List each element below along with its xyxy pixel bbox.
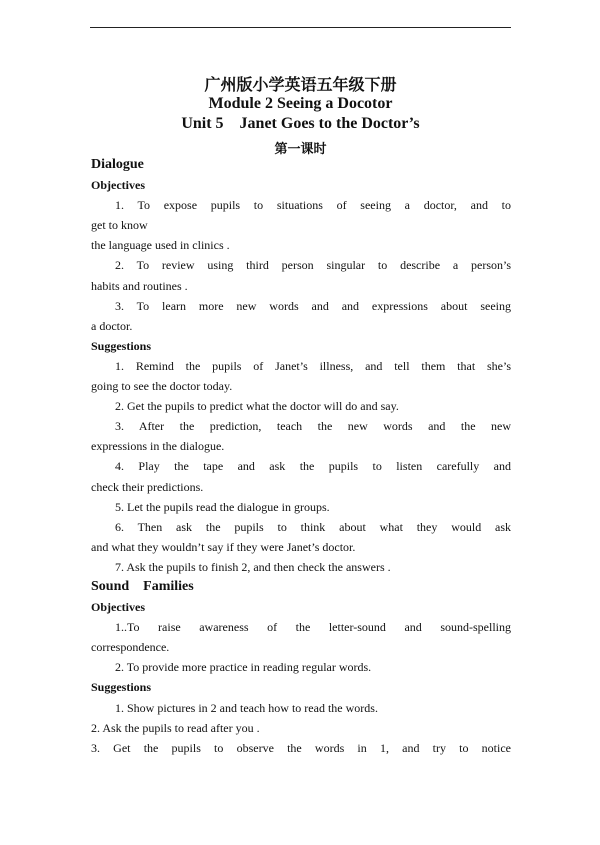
- objective-line: correspondence.: [91, 640, 170, 655]
- objective-line: 2. To provide more practice in reading regular words.: [115, 660, 372, 675]
- suggestion-line: 3. Get the pupils to observe the words in 1, and try to notice: [91, 740, 511, 755]
- objective-line: a doctor.: [91, 318, 133, 333]
- suggestion-line: 5. Let the pupils read the dialogue in groups.: [115, 499, 330, 514]
- suggestion-line: 3. After the prediction, teach the new words and the new: [115, 419, 511, 434]
- objectives-heading: Objectives: [91, 178, 145, 193]
- lesson-label: 第一课时: [274, 142, 327, 157]
- objective-line: 3. To learn more new words and and expressions about seeing: [115, 298, 511, 313]
- objectives-heading: Objectives: [91, 600, 145, 615]
- suggestion-line: and what they wouldn’t say if they were Janet’s doctor.: [91, 539, 356, 554]
- objective-line: 2. To review using third person singular to describe a person’s: [115, 258, 511, 273]
- section-heading-sound-families: Sound Families: [91, 578, 194, 594]
- header-rule: [90, 27, 511, 28]
- suggestion-line: 1. Remind the pupils of Janet’s illness, and tell them that she’s: [115, 358, 511, 373]
- suggestion-line: 2. Ask the pupils to read after you .: [91, 720, 260, 735]
- suggestions-heading: Suggestions: [91, 680, 152, 695]
- suggestion-line: 6. Then ask the pupils to think about what they would ask: [115, 519, 511, 534]
- suggestion-line: 7. Ask the pupils to finish 2, and then check the answers .: [115, 559, 391, 574]
- objective-line: get to know: [91, 218, 148, 233]
- suggestion-line: going to see the doctor today.: [91, 379, 233, 394]
- suggestion-line: 2. Get the pupils to predict what the doctor will do and say.: [115, 399, 399, 414]
- objective-line: 1..To raise awareness of the letter-sound and sound-spelling: [115, 620, 511, 635]
- unit-title: Unit 5 Janet Goes to the Doctor’s: [181, 115, 420, 132]
- suggestion-line: check their predictions.: [91, 479, 204, 494]
- suggestion-line: 1. Show pictures in 2 and teach how to read the words.: [115, 700, 378, 715]
- objective-line: the language used in clinics .: [91, 238, 230, 253]
- module-title: Module 2 Seeing a Docotor: [208, 95, 393, 112]
- title-chinese: 广州版小学英语五年级下册: [204, 75, 397, 94]
- section-heading-dialogue: Dialogue: [91, 157, 144, 172]
- document-body: [91, 155, 511, 758]
- suggestion-line: expressions in the dialogue.: [91, 439, 225, 454]
- objective-line: 1. To expose pupils to situations of seeing a doctor, and to: [115, 198, 511, 213]
- suggestion-line: 4. Play the tape and ask the pupils to listen carefully and: [115, 459, 511, 474]
- objective-line: habits and routines .: [91, 278, 188, 293]
- suggestions-heading: Suggestions: [91, 338, 152, 353]
